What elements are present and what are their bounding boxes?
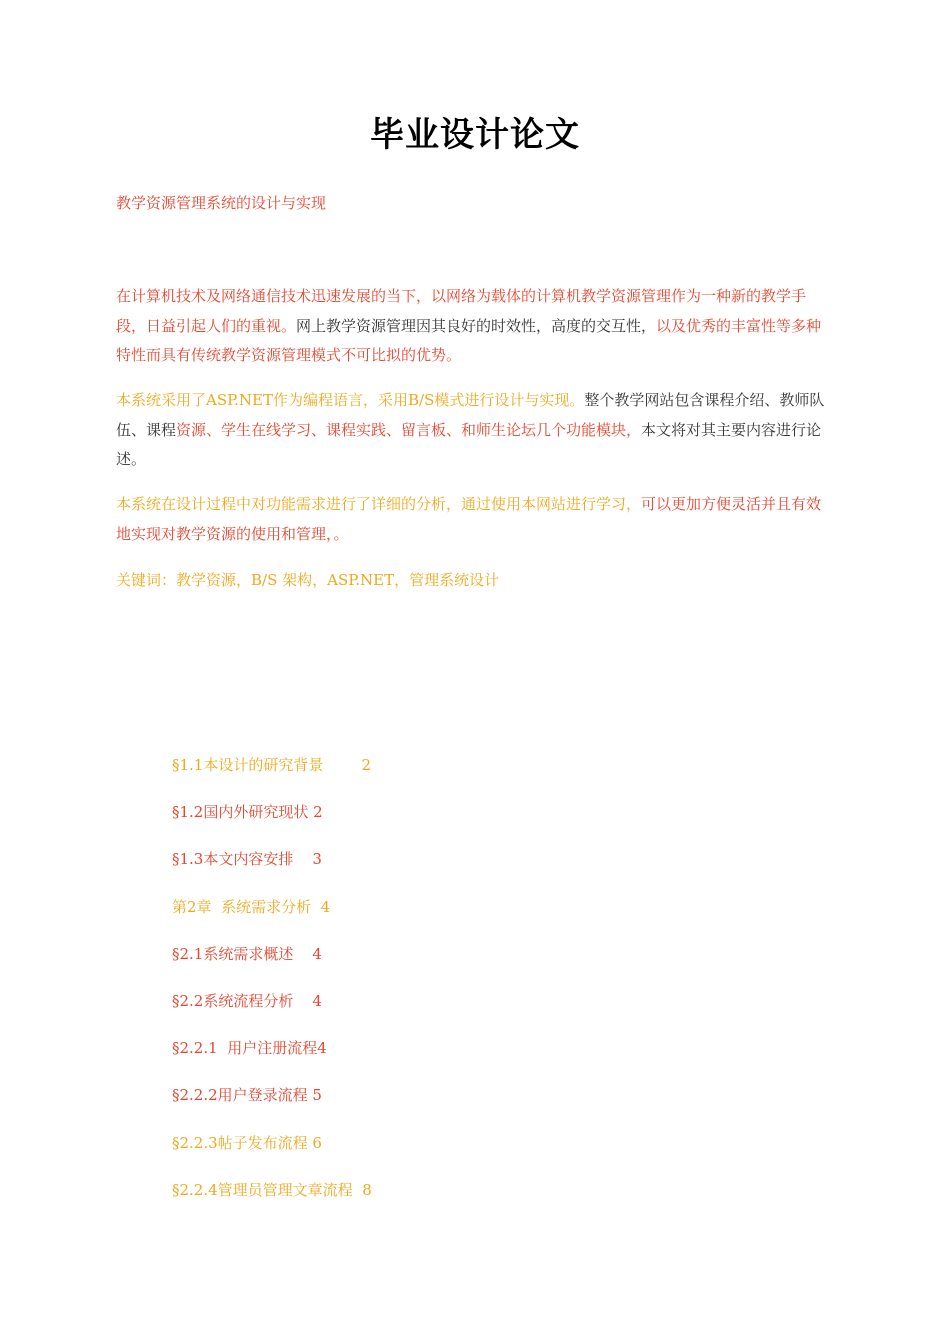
toc-entry[interactable]: §2.2.3帖子发布流程 6 — [172, 1133, 322, 1152]
document-title: 毕业设计论文 — [370, 115, 580, 155]
abstract-paragraph-3 — [116, 490, 836, 549]
text-segment: 本系统在设计过程中对功能需求进行了详细的分析，通过使用本网站进行学习， — [116, 495, 642, 513]
toc-entry[interactable]: §2.2.4管理员管理文章流程 8 — [172, 1180, 372, 1199]
toc-entry[interactable]: §1.2国内外研究现状 2 — [172, 803, 323, 822]
text-segment: 资源、学生在线学习、课程实践、留言板、和师生论坛几个功能模块， — [176, 420, 642, 439]
text-segment: 在计算机技术及网络通信技术迅速发展的当下，以网络为载体的计算机教学资源管理作为一种新 — [116, 287, 747, 305]
toc-entry[interactable]: §1.1本设计的研究背景 2 — [172, 756, 372, 774]
document-subtitle: 教学资源管理系统的设计与实现 — [116, 194, 327, 212]
text-segment: 的教学手段，日益引起人们的重视。 — [116, 287, 807, 335]
table-of-contents — [172, 752, 372, 1224]
text-segment: 整个教学网站包含课程介绍、教师队伍、课程 — [116, 391, 825, 439]
toc-entry[interactable]: §2.1系统需求概述 4 — [172, 944, 322, 963]
text-segment: 本文将对其主要内容进行论述。 — [116, 420, 822, 468]
abstract-paragraph-1 — [116, 282, 836, 371]
toc-entry[interactable]: §2.2系统流程分析 4 — [172, 991, 322, 1010]
text-segment: 优秀的丰富性等多种特性而具有传统教学资源管理模式不可比拟的优势。 — [116, 316, 822, 364]
abstract-paragraph-2 — [116, 386, 836, 475]
toc-entry[interactable]: 第2章 系统需求分析 4 — [172, 897, 331, 916]
text-segment: 本系统采用了ASP.NET作为编程语言，采用B/S模式进行设计与实现。 — [116, 391, 585, 409]
keywords-text: 关键词：教学资源，B/S 架构，ASP.NET，管理系统设计 — [116, 571, 500, 589]
text-segment: 以及 — [656, 316, 687, 335]
keywords-line — [116, 566, 836, 596]
toc-entry[interactable]: §1.3本文内容安排 3 — [172, 850, 322, 869]
text-segment: 可以更加方便灵活并且有效地实现对教学资源的使用和管理，。 — [116, 495, 822, 543]
text-segment: 网上教学资源管理因其良好的时效性，高度的交互性， — [296, 316, 657, 335]
toc-entry[interactable]: §2.2.1 用户注册流程4 — [172, 1039, 327, 1058]
toc-entry[interactable]: §2.2.2用户登录流程 5 — [172, 1086, 322, 1105]
